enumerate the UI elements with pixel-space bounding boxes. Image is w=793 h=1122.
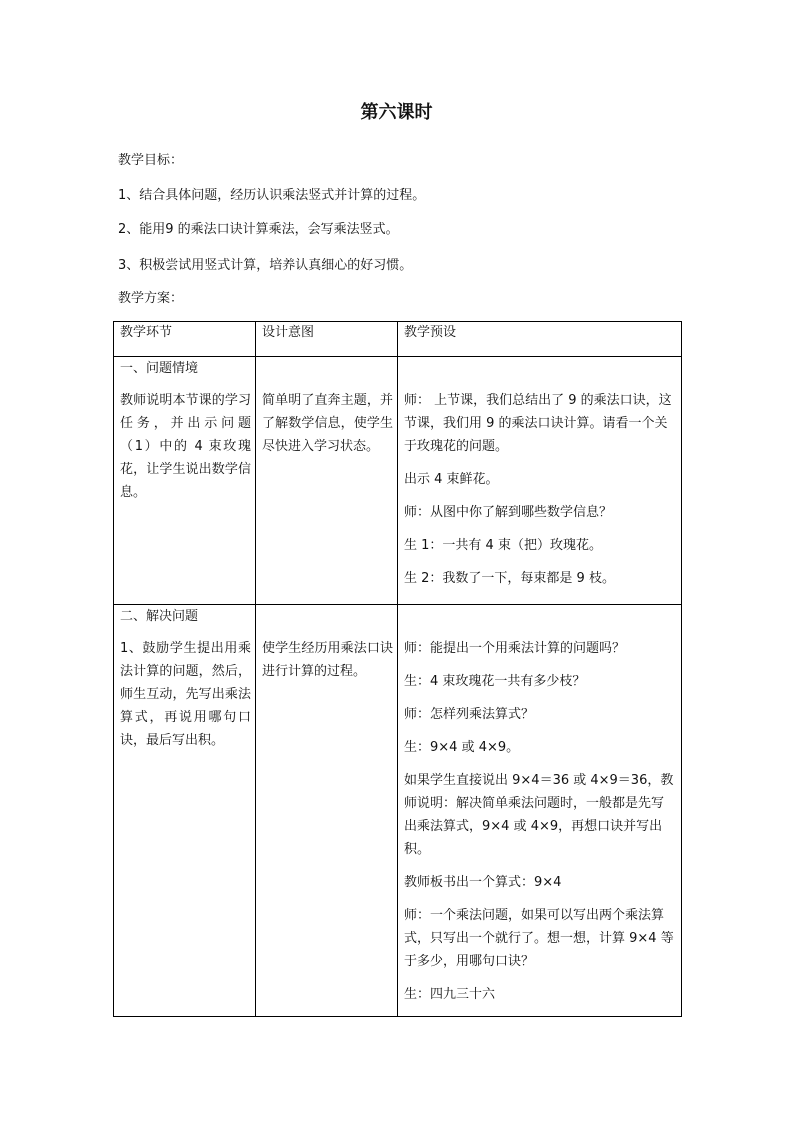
script-line: 生：四九三十六: [404, 987, 496, 1002]
header-cell: [114, 322, 256, 357]
script-line: 师：能提出一个用乘法计算的问题吗？: [404, 641, 626, 656]
script-line: 生：4 束玫瑰花一共有多少枝？: [404, 674, 586, 689]
table-row: [114, 605, 682, 1017]
script-cell: [398, 357, 682, 605]
script-line: 生：9×4 或 4×9。: [404, 740, 520, 755]
intent-text: 简单明了直奔主题，并了解数学信息，使学生尽快进入学习状态。: [262, 393, 393, 454]
header-cell: [398, 322, 682, 357]
section-title: 一、问题情境: [120, 361, 199, 376]
script-line: 如果学生直接说出 9×4＝36 或 4×9＝36，教师说明：解决简单乘法问题时，一般都是先写出乘法算式，9×4 或 4×9，再想口诀并写出积。: [404, 773, 674, 857]
script-line: 生 2：我数了一下，每束都是 9 枝。: [404, 571, 615, 586]
activity-text: 教师说明本节课的学习任务，并出示问题（1）中的 4 束玫瑰花，让学生说出数学信息。: [120, 393, 251, 500]
script-cell: [398, 605, 682, 1017]
script-line: 师：从图中你了解到哪些数学信息？: [404, 505, 613, 520]
goal-item-2: 2、能用9 的乘法口诀计算乘法，会写乘法竖式。: [118, 222, 399, 237]
script-line: 师：一个乘法问题，如果可以写出两个乘法算式，只写出一个就行了。想一想，计算 9×4 等于多少，用哪句口诀？: [404, 908, 674, 969]
section-title: 二、解决问题: [120, 609, 199, 624]
table-header-row: [114, 322, 682, 357]
header-cell: [256, 322, 398, 357]
stage-cell: [114, 357, 256, 605]
table-row: [114, 357, 682, 605]
plan-heading: 教学方案：: [118, 291, 184, 306]
lesson-plan-table: [113, 321, 682, 1017]
page-title: 第六课时: [360, 102, 433, 123]
intent-text: 使学生经历用乘法口诀进行计算的过程。: [262, 641, 393, 679]
intent-cell: [256, 357, 398, 605]
header-script: 教学预设: [404, 325, 457, 340]
script-line: 师： 上节课，我们总结出了 9 的乘法口诀，这节课，我们用 9 的乘法口诀计算。请看一个关于玫瑰花的问题。: [404, 393, 672, 454]
goal-item-1: 1、结合具体问题，经历认识乘法竖式并计算的过程。: [118, 188, 426, 203]
activity-text: 1、鼓励学生提出用乘法计算的问题，然后，师生互动，先写出乘法算式，再说用哪句口诀，最后写出积。: [120, 641, 251, 748]
script-line: 生 1：一共有 4 束（把）玫瑰花。: [404, 538, 602, 553]
goal-item-3: 3、积极尝试用竖式计算，培养认真细心的好习惯。: [118, 258, 413, 273]
script-line: 出示 4 束鲜花。: [404, 472, 499, 487]
stage-cell: [114, 605, 256, 1017]
script-line: 教师板书出一个算式：9×4: [404, 875, 562, 890]
script-line: 师：怎样列乘法算式？: [404, 707, 535, 722]
header-stage: 教学环节: [120, 325, 173, 340]
goals-heading: 教学目标：: [118, 153, 184, 168]
header-intent: 设计意图: [262, 325, 315, 340]
intent-cell: [256, 605, 398, 1017]
